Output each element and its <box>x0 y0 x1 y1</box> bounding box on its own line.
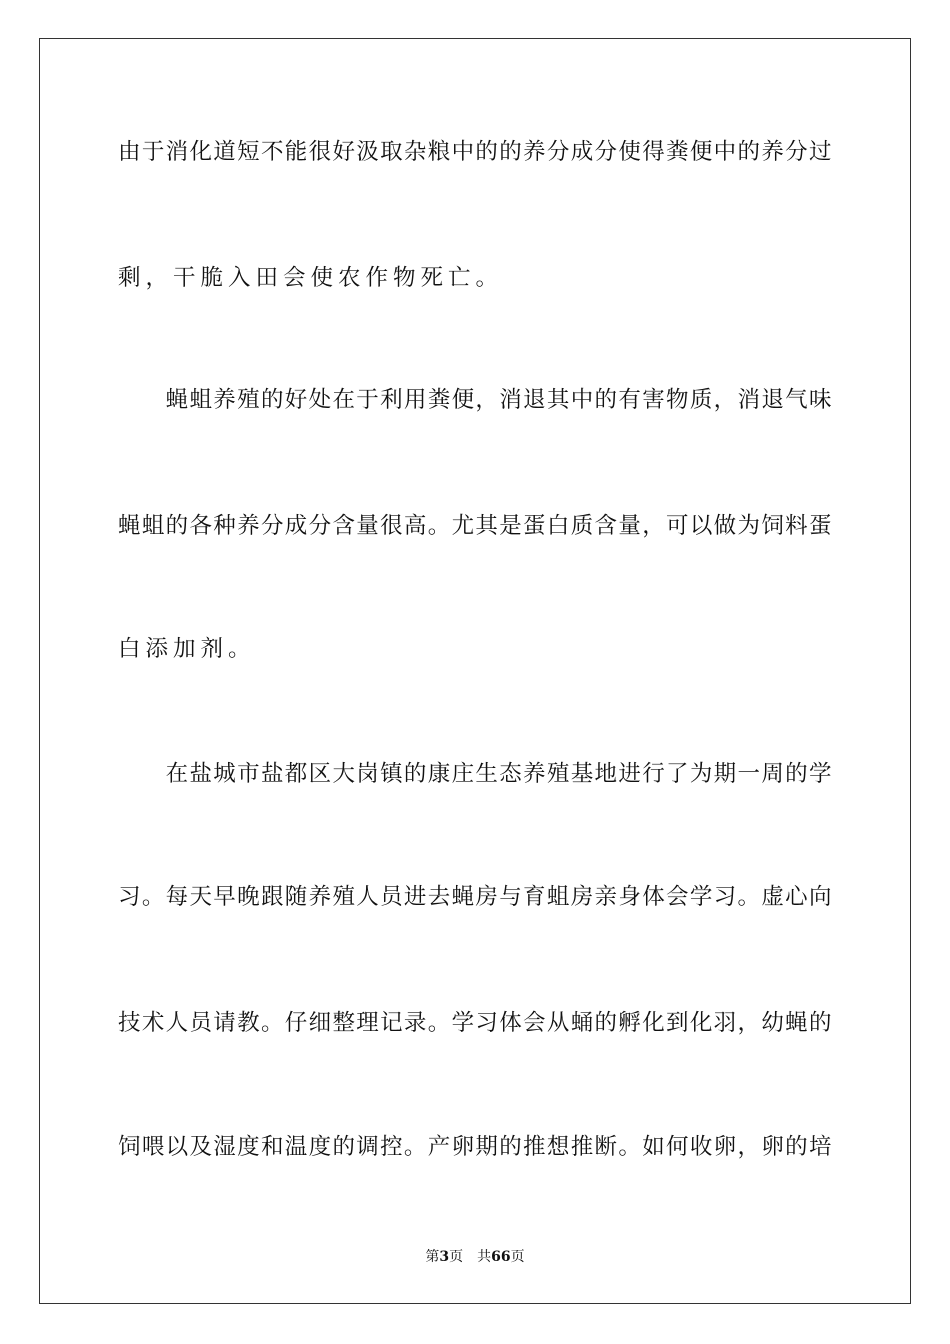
text-line: 蝇蛆养殖的好处在于利用粪便，消退其中的有害物质，消退气味 <box>118 387 832 413</box>
page-footer <box>0 1248 950 1266</box>
page-border <box>39 38 911 1304</box>
text-line: 饲喂以及湿度和温度的调控。产卵期的推想推断。如何收卵，卵的培 <box>118 1134 832 1160</box>
page-number: 3 <box>439 1249 450 1265</box>
text-line: 白添加剂。 <box>118 636 256 662</box>
text-line: 习。每天早晚跟随养殖人员进去蝇房与育蛆房亲身体会学习。虚心向 <box>118 884 832 910</box>
page-prefix: 第 <box>425 1249 440 1265</box>
text-line: 技术人员请教。仔细整理记录。学习体会从蛹的孵化到化羽，幼蝇的 <box>118 1010 832 1036</box>
total-suffix: 页 <box>510 1249 525 1265</box>
text-line: 蝇蛆的各种养分成分含量很高。尤其是蛋白质含量，可以做为饲料蛋 <box>118 513 832 539</box>
text-line: 在盐城市盐都区大岗镇的康庄生态养殖基地进行了为期一周的学 <box>118 761 832 787</box>
page-total: 66 <box>491 1249 511 1265</box>
total-prefix: 共 <box>477 1249 492 1265</box>
text-line: 剩，干脆入田会使农作物死亡。 <box>118 265 504 291</box>
text-line: 由于消化道短不能很好汲取杂粮中的的养分成分使得粪便中的养分过 <box>118 139 832 165</box>
page-suffix: 页 <box>449 1249 464 1265</box>
